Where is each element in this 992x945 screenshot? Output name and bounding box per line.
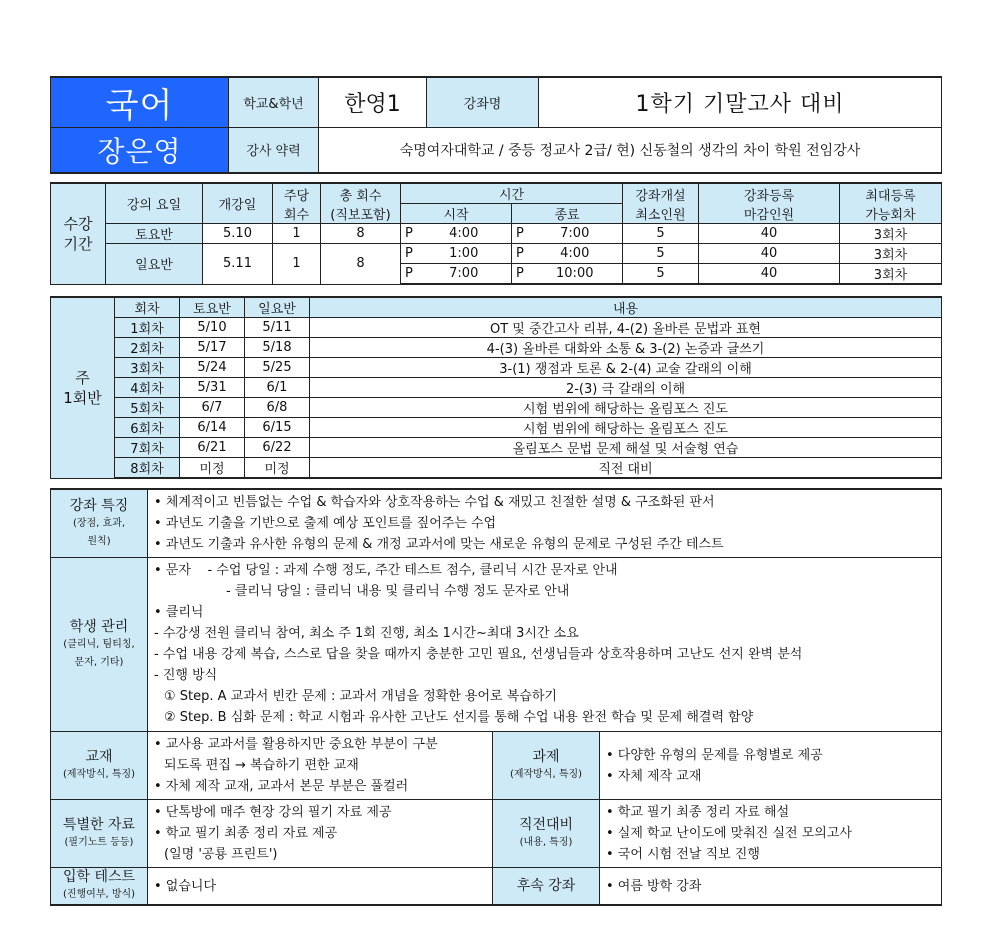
start-pm: P (401, 264, 417, 285)
textbook-line: • 교사용 교과서를 활용하지만 중요한 부분이 구분 (154, 737, 438, 752)
sat-cell: 6/14 (180, 418, 245, 438)
end-time: 7:00 (528, 224, 623, 244)
end-time: 10:00 (528, 264, 623, 285)
col-max-line-1: 최대등록 (865, 188, 916, 204)
textbook-sub: (제작방식, 특징) (62, 768, 136, 780)
col-min (623, 183, 699, 224)
col-weekly (273, 183, 321, 224)
content-cell: 시험 범위에 해당하는 올림포스 진도 (310, 398, 942, 418)
col-total-line-2: (직보포함) (330, 207, 391, 223)
homework-line: • 자체 제작 교재 (606, 768, 702, 784)
content-cell: 시험 범위에 해당하는 올림포스 진도 (310, 418, 942, 438)
management-sub-1: (클리닉, 팀티칭, (63, 638, 135, 650)
textbook-line: 되도록 편집 → 복습하기 편한 교재 (164, 758, 359, 773)
table-row (51, 318, 942, 338)
career-value: 숙명여자대학교 / 중등 정교사 2급/ 현) 신동철의 생각의 차이 학원 전임강사 (319, 128, 942, 173)
end-pm: P (512, 264, 528, 285)
col-total (321, 183, 401, 224)
special-line: (일명 '공룡 프린트') (164, 847, 278, 862)
special-line: • 학교 필기 최종 정리 자료 제공 (154, 826, 338, 841)
features-label (51, 489, 148, 558)
features-sub-2: 원칙) (87, 535, 111, 547)
col-content: 내용 (310, 297, 942, 318)
management-line: - 클리닉 당일 : 클리닉 내용 및 클리닉 수행 정도 문자로 안내 (226, 584, 570, 599)
followup-title: 후속 강좌 (516, 878, 576, 894)
content-cell: 직전 대비 (310, 458, 942, 479)
management-line: • 클리닉 (154, 605, 204, 620)
min-cell: 5 (623, 244, 699, 264)
max-cell: 3회차 (840, 224, 942, 244)
schedule-side-label (51, 183, 106, 284)
features-content (148, 489, 942, 558)
management-line: ② Step. B 심화 문제 : 학교 시험과 유사한 고난도 선지를 통해 수업 내용 완전 학습 및 문제 해결력 함양 (164, 710, 754, 725)
col-deadline (699, 183, 840, 224)
session-cell: 2회차 (115, 338, 180, 358)
sun-cell: 미정 (245, 458, 310, 479)
final-sub: (내용, 특징) (519, 836, 573, 848)
special-sub: (필기노트 등등) (64, 836, 134, 848)
sun-cell: 6/8 (245, 398, 310, 418)
col-weekly-line-2: 회수 (283, 207, 310, 223)
weekly-side-line-2: 1회반 (63, 388, 102, 407)
start-pm: P (401, 244, 417, 264)
features-line: • 체계적이고 빈틈없는 수업 & 학습자와 상호작용하는 수업 & 재밌고 친절한 설명 & 구조화된 판서 (154, 495, 715, 510)
sun-cell: 5/25 (245, 358, 310, 378)
homework-line: • 다양한 유형의 문제를 유형별로 제공 (606, 747, 823, 763)
entrance-title: 입학 테스트 (62, 869, 136, 885)
management-line: ① Step. A 교과서 빈칸 문제 : 교과서 개념을 정확한 용어로 복습하기 (164, 689, 557, 704)
sun-cell: 6/1 (245, 378, 310, 398)
table-row (51, 458, 942, 479)
grade-label: 학교&학년 (229, 77, 319, 128)
entrance-sub: (진행여부, 방식) (62, 889, 136, 900)
homework-content (600, 732, 942, 800)
teacher-name: 장은영 (51, 128, 229, 173)
followup-content: • 여름 방학 강좌 (600, 868, 942, 906)
content-cell: 4-(3) 올바른 대화와 소통 & 3-(2) 논증과 글쓰기 (310, 338, 942, 358)
col-time: 시간 (401, 183, 623, 204)
final-title: 직전대비 (518, 816, 574, 833)
max-cell: 3회차 (840, 244, 942, 264)
start-pm: P (401, 224, 417, 244)
col-deadline-line-1: 강좌등록 (743, 188, 795, 204)
management-title: 학생 관리 (69, 618, 129, 635)
col-deadline-line-2: 마감인원 (743, 207, 795, 223)
day-cell: 토요반 (106, 224, 203, 244)
col-day: 강의 요일 (106, 183, 203, 224)
sun-cell: 6/22 (245, 438, 310, 458)
course-header (50, 76, 942, 174)
features-line: • 과년도 기출을 기반으로 출제 예상 포인트를 짚어주는 수업 (154, 516, 497, 531)
session-cell: 1회차 (115, 318, 180, 338)
management-label (51, 558, 148, 732)
management-line: • 문자 - 수업 당일 : 과제 수행 정도, 주간 테스트 점수, 클리닉 시간 문자로 안내 (154, 563, 618, 578)
min-cell: 5 (623, 264, 699, 285)
sat-cell: 6/21 (180, 438, 245, 458)
col-min-line-1: 강좌개설 (635, 188, 686, 204)
deadline-cell: 40 (699, 264, 840, 285)
final-line: • 실제 학교 난이도에 맞춰진 실전 모의고사 (606, 826, 852, 841)
side-label-line-2: 기간 (63, 234, 93, 253)
col-weekly-line-1: 주당 (283, 188, 310, 204)
table-row (51, 338, 942, 358)
course-details-table (50, 488, 942, 906)
end-pm: P (512, 244, 528, 264)
final-line: • 국어 시험 전날 직보 진행 (606, 847, 760, 862)
weekly-side-line-1: 주 (75, 368, 90, 387)
textbook-title: 교재 (85, 748, 113, 765)
col-session: 회차 (115, 297, 180, 318)
sun-cell: 5/18 (245, 338, 310, 358)
session-cell: 5회차 (115, 398, 180, 418)
features-sub-1: (장점, 효과, (72, 517, 126, 529)
day-cell: 일요반 (106, 244, 203, 285)
textbook-content (148, 732, 493, 800)
session-cell: 8회차 (115, 458, 180, 479)
management-line: - 수업 내용 강제 복습, 스스로 답을 찾을 때까지 충분한 고민 필요, 선생님들과 상호작용하며 고난도 선지 완벽 분석 (154, 647, 803, 662)
sat-cell: 5/17 (180, 338, 245, 358)
sun-cell: 6/15 (245, 418, 310, 438)
textbook-label (51, 732, 148, 800)
content-cell: 2-(3) 극 갈래의 이해 (310, 378, 942, 398)
col-end: 종료 (512, 204, 623, 224)
homework-sub: (제작방식, 특징) (509, 768, 583, 780)
col-start: 시작 (401, 204, 512, 224)
table-row (51, 244, 942, 264)
entrance-label (51, 868, 148, 906)
final-line: • 학교 필기 최종 정리 자료 해설 (606, 805, 790, 820)
sun-cell: 5/11 (245, 318, 310, 338)
side-label-line-1: 수강 (63, 214, 93, 233)
total-cell: 8 (321, 244, 401, 285)
subject-title: 국어 (51, 77, 229, 128)
open-cell: 5.11 (203, 244, 273, 285)
textbook-line: • 자체 제작 교재, 교과서 본문 부분은 풀컬러 (154, 779, 409, 794)
table-row (51, 418, 942, 438)
weekly-side-label (51, 297, 115, 478)
end-time: 4:00 (528, 244, 623, 264)
homework-title: 과제 (532, 748, 560, 765)
max-cell: 3회차 (840, 264, 942, 285)
final-label (493, 800, 600, 868)
entrance-content: • 없습니다 (148, 868, 493, 906)
start-time: 4:00 (417, 224, 512, 244)
course-title: 1학기 기말고사 대비 (539, 77, 942, 128)
total-cell: 8 (321, 224, 401, 244)
start-time: 1:00 (417, 244, 512, 264)
session-cell: 7회차 (115, 438, 180, 458)
weekly-plan-table (50, 296, 942, 479)
management-sub-2: 문자, 기타) (74, 656, 124, 668)
deadline-cell: 40 (699, 224, 840, 244)
special-label (51, 800, 148, 868)
col-total-line-1: 총 회수 (339, 188, 382, 204)
sat-cell: 5/10 (180, 318, 245, 338)
col-max-line-2: 가능회차 (865, 207, 916, 223)
career-label: 강사 약력 (229, 128, 319, 173)
sat-cell: 5/24 (180, 358, 245, 378)
weekly-cell: 1 (273, 244, 321, 285)
weekly-cell: 1 (273, 224, 321, 244)
management-line: - 진행 방식 (154, 668, 218, 683)
end-pm: P (512, 224, 528, 244)
homework-label (493, 732, 600, 800)
deadline-cell: 40 (699, 244, 840, 264)
special-title: 특별한 자료 (62, 816, 136, 833)
schedule-table (50, 182, 942, 285)
col-max (840, 183, 942, 224)
content-cell: OT 및 중간고사 리뷰, 4-(2) 올바른 문법과 표현 (310, 318, 942, 338)
course-label: 강좌명 (427, 77, 539, 128)
grade-value: 한영1 (319, 77, 427, 128)
content-cell: 3-(1) 쟁점과 토론 & 2-(4) 교술 갈래의 이해 (310, 358, 942, 378)
special-line: • 단톡방에 매주 현장 강의 필기 자료 제공 (154, 805, 392, 820)
table-row (51, 438, 942, 458)
features-title: 강좌 특징 (69, 497, 129, 514)
table-row (51, 358, 942, 378)
management-content (148, 558, 942, 732)
col-sat: 토요반 (180, 297, 245, 318)
table-row (51, 378, 942, 398)
min-cell: 5 (623, 224, 699, 244)
management-line: - 수강생 전원 클리닉 참여, 최소 주 1회 진행, 최소 1시간~최대 3시간 소요 (154, 626, 579, 641)
features-line: • 과년도 기출과 유사한 유형의 문제 & 개정 교과서에 맞는 새로운 유형의 문제로 구성된 주간 테스트 (154, 537, 724, 552)
final-content (600, 800, 942, 868)
session-cell: 4회차 (115, 378, 180, 398)
session-cell: 3회차 (115, 358, 180, 378)
start-time: 7:00 (417, 264, 512, 285)
sat-cell: 6/7 (180, 398, 245, 418)
special-content (148, 800, 493, 868)
table-row (51, 224, 942, 244)
col-min-line-2: 최소인원 (635, 207, 686, 223)
open-cell: 5.10 (203, 224, 273, 244)
table-row (51, 398, 942, 418)
session-cell: 6회차 (115, 418, 180, 438)
col-open: 개강일 (203, 183, 273, 224)
content-cell: 올림포스 문법 문제 해설 및 서술형 연습 (310, 438, 942, 458)
sat-cell: 5/31 (180, 378, 245, 398)
sat-cell: 미정 (180, 458, 245, 479)
followup-label (493, 868, 600, 906)
col-sun: 일요반 (245, 297, 310, 318)
